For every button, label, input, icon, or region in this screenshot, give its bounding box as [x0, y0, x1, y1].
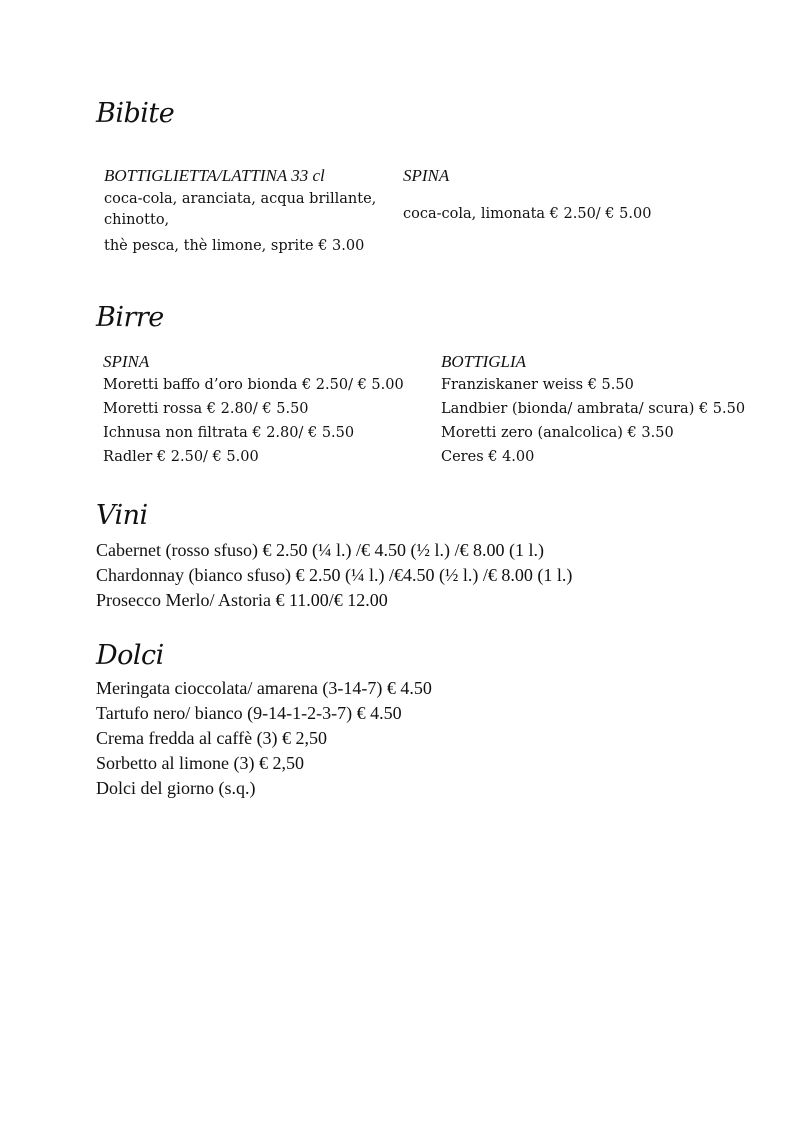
section-title-vini: Vini	[96, 500, 148, 531]
section-title-bibite: Bibite	[96, 98, 175, 129]
section-title-dolci: Dolci	[96, 640, 164, 671]
bibite-bottiglietta-column	[104, 165, 384, 258]
birre-spina-subtitle: SPINA	[103, 352, 150, 371]
dolci-item: Tartufo nero/ bianco (9-14-1-2-3-7) € 4.50	[96, 703, 402, 723]
vini-item: Prosecco Merlo/ Astoria € 11.00/€ 12.00	[96, 590, 388, 610]
bibite-spina-line: coca-cola, limonata € 2.50/ € 5.00	[403, 206, 652, 222]
vini-item: Chardonnay (bianco sfuso) € 2.50 (¼ l.) /€4.50 (½ l.) /€ 8.00 (1 l.)	[96, 565, 573, 585]
birre-bottiglia-item: Franziskaner weiss € 5.50	[441, 377, 634, 393]
bibite-bottiglietta-subtitle: BOTTIGLIETTA/LATTINA 33 cl	[104, 166, 325, 185]
birre-bottiglia-item: Ceres € 4.00	[441, 449, 535, 465]
dolci-item: Dolci del giorno (s.q.)	[96, 778, 256, 798]
birre-bottiglia-subtitle: BOTTIGLIA	[441, 352, 527, 371]
birre-spina-item: Moretti rossa € 2.80/ € 5.50	[103, 401, 309, 417]
birre-spina-item: Moretti baffo d’oro bionda € 2.50/ € 5.00	[103, 377, 404, 393]
birre-bottiglia-column	[441, 351, 781, 469]
dolci-item: Crema fredda al caffè (3) € 2,50	[96, 728, 328, 748]
vini-item: Cabernet (rosso sfuso) € 2.50 (¼ l.) /€ 4.50 (½ l.) /€ 8.00 (1 l.)	[96, 540, 544, 560]
birre-bottiglia-item: Moretti zero (analcolica) € 3.50	[441, 425, 674, 441]
section-title-birre: Birre	[96, 302, 164, 333]
dolci-item: Meringata cioccolata/ amarena (3-14-7) € 4.50	[96, 678, 432, 698]
bibite-spina-column	[403, 165, 763, 226]
birre-spina-item: Radler € 2.50/ € 5.00	[103, 449, 259, 465]
vini-list	[96, 538, 776, 613]
birre-bottiglia-item: Landbier (bionda/ ambrata/ scura) € 5.50	[441, 401, 746, 417]
dolci-item: Sorbetto al limone (3) € 2,50	[96, 753, 304, 773]
bibite-bottiglietta-line: coca-cola, aranciata, acqua brillante, chinotto,	[104, 191, 377, 228]
birre-spina-item: Ichnusa non filtrata € 2.80/ € 5.50	[103, 425, 355, 441]
bibite-spina-subtitle: SPINA	[403, 166, 450, 185]
birre-spina-column	[103, 351, 423, 469]
bibite-bottiglietta-line: thè pesca, thè limone, sprite € 3.00	[104, 238, 365, 254]
dolci-list	[96, 676, 776, 801]
